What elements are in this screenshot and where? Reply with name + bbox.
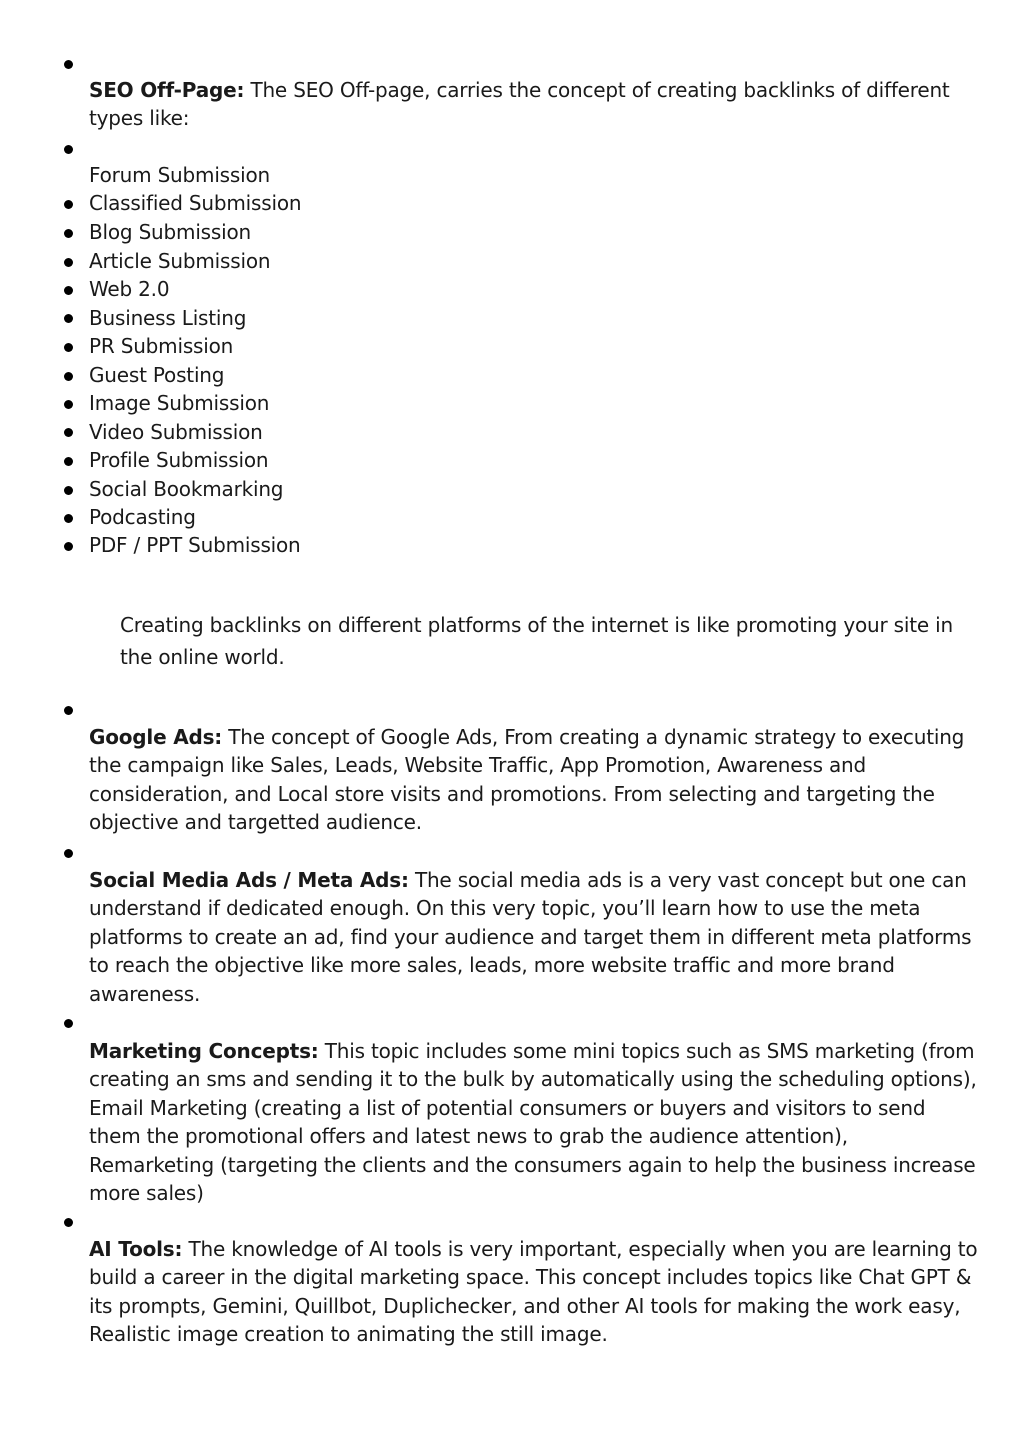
ai-tools-item [89, 1235, 979, 1349]
bullet-marker [64, 486, 73, 495]
bullet-marker [64, 286, 73, 295]
list-item: Podcasting [89, 505, 196, 529]
bullet-marker [64, 229, 73, 238]
list-item: Blog Submission [89, 220, 251, 244]
google-ads-label: Google Ads: [89, 725, 223, 749]
list-item: Social Bookmarking [89, 477, 284, 501]
bullet-marker [64, 60, 73, 69]
list-item: PDF / PPT Submission [89, 533, 301, 557]
bullet-marker [64, 1218, 73, 1227]
bullet-marker [64, 258, 73, 267]
list-item: Image Submission [89, 391, 270, 415]
bullet-marker [64, 372, 73, 381]
bullet-marker [64, 145, 73, 154]
list-item: Profile Submission [89, 448, 269, 472]
bullet-marker [64, 514, 73, 523]
bullet-marker [64, 343, 73, 352]
social-media-ads-text: The social media ads is a very vast concept but one can understand if dedicated enough. On this very topic, you’ll learn how to use the meta platforms to create an ad, find your audience and target them in different meta platforms to reach the objective like more sales, leads, more website traffic and more brand awareness. [89, 868, 972, 1006]
list-item: PR Submission [89, 334, 234, 358]
marketing-concepts-label: Marketing Concepts: [89, 1039, 319, 1063]
list-item: Classified Submission [89, 191, 302, 215]
google-ads-text: The concept of Google Ads, From creating a dynamic strategy to executing the campaign like Sales, Leads, Website Traffic, App Promotion, Awareness and consideration, and Local store visits and promotions. From selecting and targeting the objective and targetted audience. [89, 725, 965, 835]
bullet-marker [64, 400, 73, 409]
bullet-marker [64, 457, 73, 466]
list-item: Guest Posting [89, 363, 225, 387]
bullet-marker [64, 200, 73, 209]
bullet-marker [64, 1019, 73, 1028]
list-item: Business Listing [89, 306, 247, 330]
bullet-marker [64, 428, 73, 437]
seo-offpage-item [89, 76, 979, 133]
marketing-concepts-text: This topic includes some mini topics such as SMS marketing (from creating an sms and sending it to the bulk by automatically using the scheduling options), Email Marketing (creating a list of potential consumers or buyers and visitors to send them the promotional offers and latest news to grab the audience attention), Remarketing (targeting the clients and the consumers again to help the business increase more sales) [89, 1039, 977, 1206]
marketing-concepts-item [89, 1037, 979, 1207]
seo-offpage-label: SEO Off-Page: [89, 78, 245, 102]
backlinks-note: Creating backlinks on different platforms of the internet is like promoting your site in the online world. [120, 613, 953, 669]
bullet-marker [64, 706, 73, 715]
list-item: Article Submission [89, 249, 271, 273]
google-ads-item [89, 723, 979, 837]
list-item: Video Submission [89, 420, 263, 444]
list-item: Forum Submission [89, 163, 270, 187]
list-item: Web 2.0 [89, 277, 170, 301]
bullet-marker [64, 542, 73, 551]
ai-tools-label: AI Tools: [89, 1237, 183, 1261]
bullet-marker [64, 849, 73, 858]
bullet-marker [64, 314, 73, 323]
ai-tools-text: The knowledge of AI tools is very important, especially when you are learning to build a career in the digital marketing space. This concept includes topics like Chat GPT & its prompts, Gemini, Quillbot, Duplichecker, and other AI tools for making the work easy, Realistic image creation to animating the still image. [89, 1237, 978, 1347]
social-media-ads-item [89, 866, 979, 1008]
seo-offpage-text: The SEO Off-page, carries the concept of creating backlinks of different types like: [89, 78, 950, 131]
social-media-ads-label: Social Media Ads / Meta Ads: [89, 868, 409, 892]
